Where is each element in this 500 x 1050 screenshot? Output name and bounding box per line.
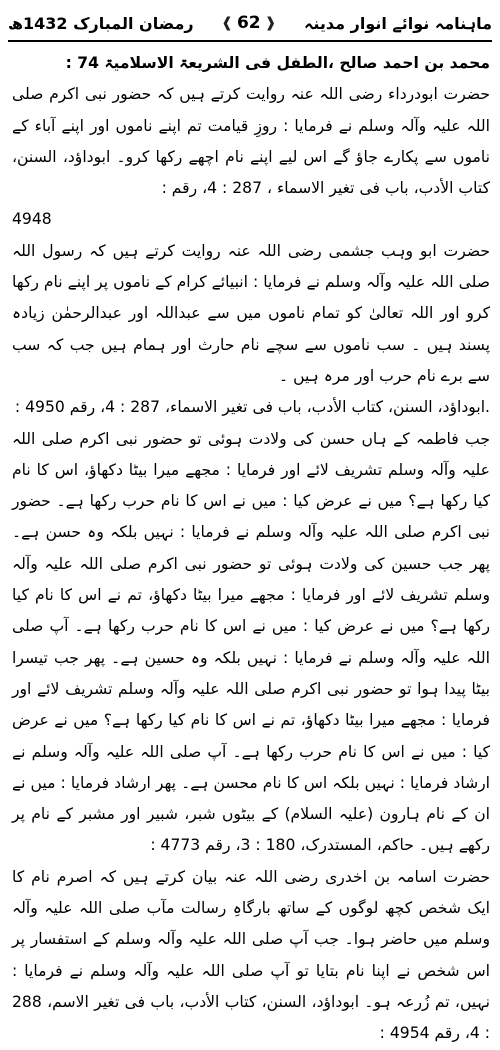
page-number-ornament [221,13,276,33]
ornament-right-icon: ❱ [221,15,233,31]
issue-date: رمضان المبارک 1432ھ [8,13,194,33]
hadith-1-number: 4948 [12,210,52,229]
magazine-title: ماہنامہ نوائے انوار مدینہ [303,13,492,33]
header-divider [8,40,492,42]
hadith-2-reference: .ابوداؤد، السنن، کتاب الأدب، باب فی تغیر الاسماء، 287 : 4، رقم 4950 : [14,398,490,417]
ornament-left-icon: ❰ [264,15,277,31]
article-body [12,48,490,1043]
reference-heading: محمد بن احمد صالح ،الطفل فی الشریعۃ الاسلامیۃ 74 : [65,54,490,72]
hadith-paragraph-1: حضرت ابودرداء رضی اللہ عنہ روایت کرتے ہیں کہ حضور نبی اکرم صلی اللہ علیہ وآلہ وسلم نے فرمایا : روزِ قیامت تم اپنے ناموں اور اپنے آباء کے ناموں سے پکارے جاؤ گے اس لیے اپنے نام اچھے رکھا کرو۔ ابوداؤد، السنن، کتاب الأدب، باب فی تغیر الاسماء ، 287 : 4، رقم : [12,85,490,198]
page-number: 62 [236,13,261,33]
hadith-paragraph-4: حضرت اسامہ بن اخدری رضی اللہ عنہ بیان کرتے ہیں کہ اصرم نام کا ایک شخص کچھ لوگوں کے ساتھ بارگاہِ رسالت مآب صلی اللہ علیہ وآلہ وسلم میں حاضر ہوا۔ جب آپ صلی اللہ علیہ وآلہ وسلم کے استفسار پر اس شخص نے اپنا نام بتایا تو آپ صلی اللہ علیہ وآلہ وسلم نے فرمایا : نہیں، تم زُرعہ ہو۔ ابوداؤد، السنن، کتاب الأدب، باب فی تغیر الاسم، 288 : 4، رقم 4954 : [12,867,490,1043]
page-header [8,10,492,36]
hadith-paragraph-2: حضرت ابو وہب جشمی رضی اللہ عنہ روایت کرتے ہیں کہ رسول اللہ صلی اللہ علیہ وآلہ وسلم نے فرمایا : انبیائے کرام کے ناموں پر اپنے نام رکھا کرو اور اللہ تعالیٰ کو تمام ناموں میں سے عبداللہ اور عبدالرحمٰن زیادہ پسند ہیں ۔ سب ناموں سے سچے نام حارث اور ہمام ہیں جب کہ سب سے برے نام حرب اور مرہ ہیں ۔ [12,241,490,385]
hadith-paragraph-3: جب فاطمہ کے ہاں حسن کی ولادت ہوئی تو حضور نبی اکرم صلی اللہ علیہ وآلہ وسلم تشریف لائے اور فرمایا : مجھے میرا بیٹا دکھاؤ، اس کا نام کیا رکھا ہے؟ میں نے عرض کیا : میں نے اس کا نام حرب رکھا ہے۔ حضور نبی اکرم صلی اللہ علیہ وآلہ وسلم نے فرمایا : نہیں بلکہ وہ حسن ہے۔ پھر جب حسین کی ولادت ہوئی تو حضور نبی اکرم صلی اللہ علیہ وآلہ وسلم تشریف لائے اور فرمایا : مجھے میرا بیٹا دکھاؤ، تم نے اس کا نام کیا رکھا ہے؟ میں نے عرض کیا : میں نے اس کا نام حرب رکھا ہے۔ آپ صلی اللہ علیہ وآلہ وسلم نے فرمایا : نہیں بلکہ وہ حسین ہے۔ پھر جب تیسرا بیٹا پیدا ہوا تو حضور نبی اکرم صلی اللہ علیہ وآلہ وسلم تشریف لائے اور فرمایا : مجھے میرا بیٹا دکھاؤ، تم نے اس کا نام کیا رکھا ہے؟ میں نے عرض کیا : میں نے اس کا نام حرب رکھا ہے۔ آپ صلی اللہ علیہ وآلہ وسلم نے ارشاد فرمایا : نہیں بلکہ اس کا نام محسن ہے۔ پھر ارشاد فرمایا : میں نے ان کے نام ہارون (علیہ السلام) کے بیٹوں شبر، شبیر اور مشبر کے نام پر رکھے ہیں۔ حاکم، المستدرک، 180 : 3، رقم 4773 : [12,429,490,855]
